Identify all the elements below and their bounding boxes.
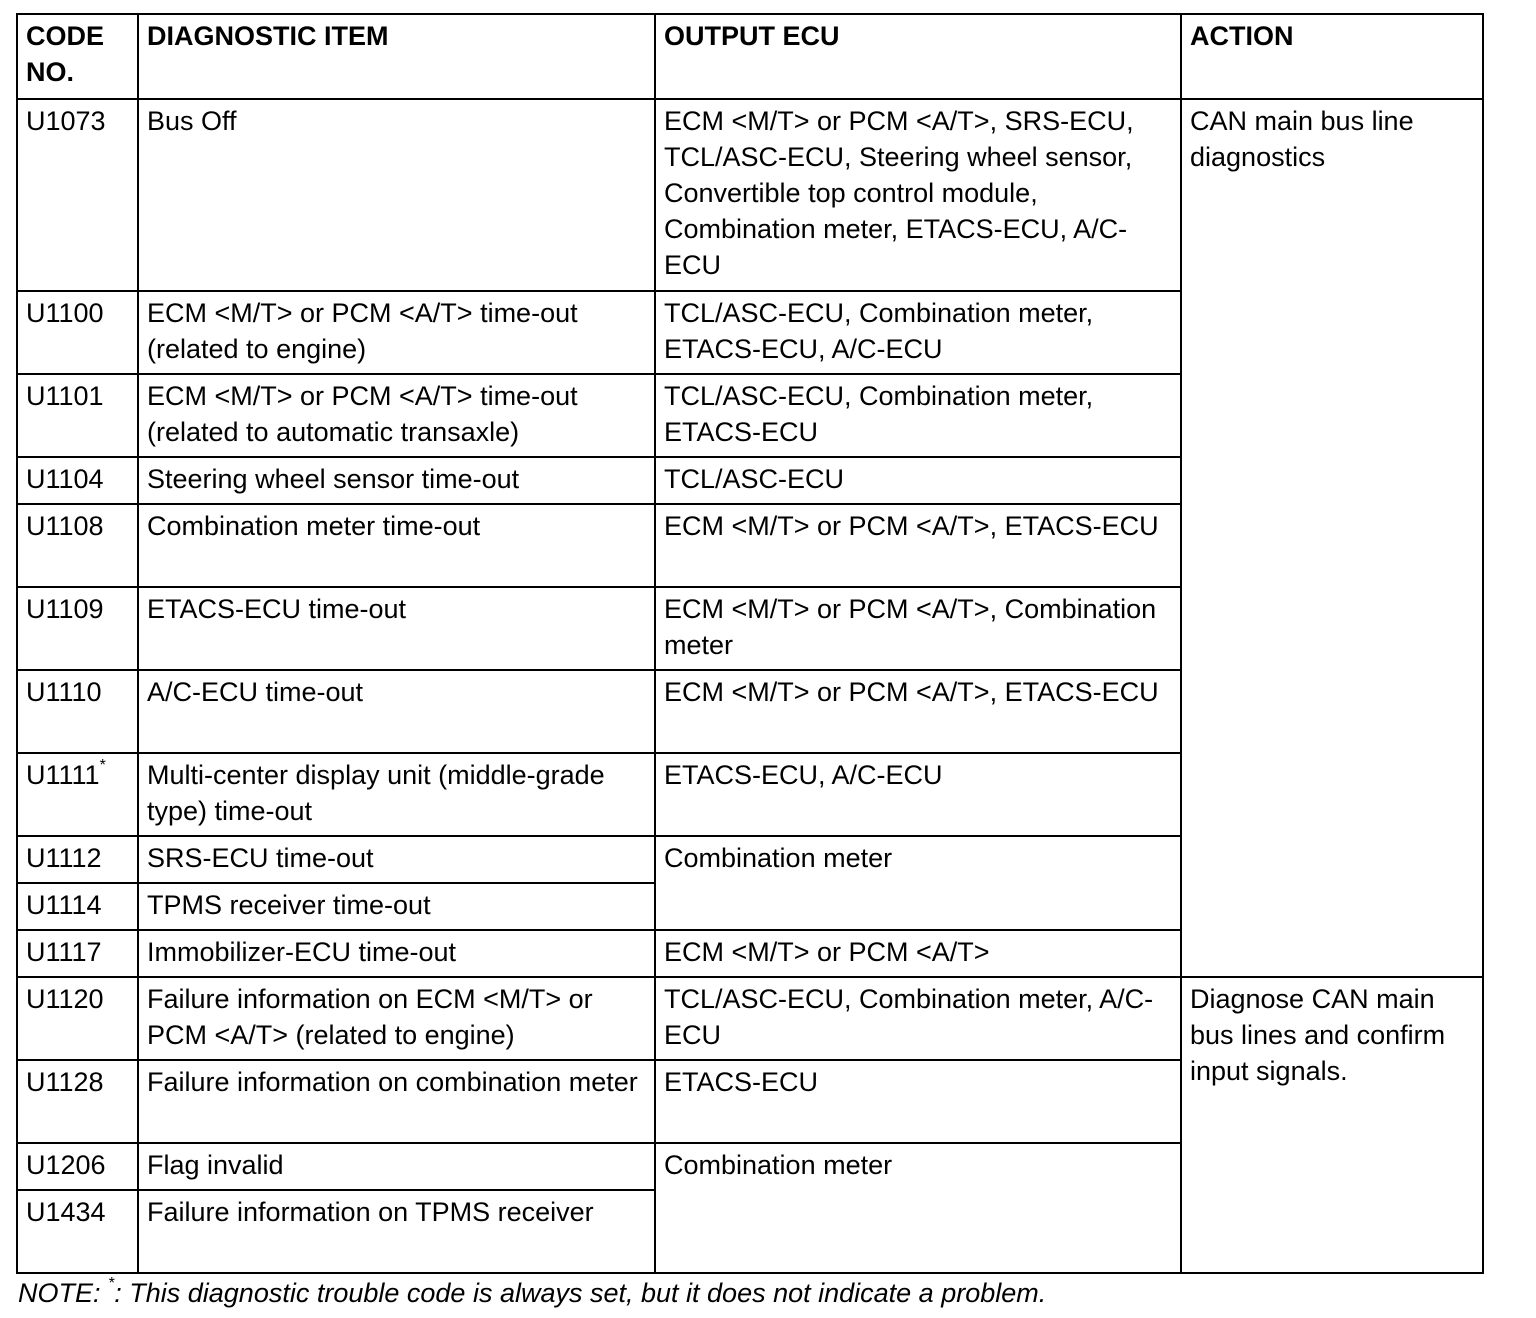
ecu-cell: ETACS-ECU [655, 1060, 1181, 1143]
code-cell [17, 753, 138, 836]
footnote [18, 1276, 1046, 1310]
ecu-cell: TCL/ASC-ECU, Combination meter, ETACS-ECU, A/C-ECU [655, 291, 1181, 374]
code-cell: U1101 [17, 374, 138, 457]
item-cell: Bus Off [138, 99, 655, 291]
header-action: ACTION [1181, 14, 1483, 99]
code-cell: U1206 [17, 1143, 138, 1190]
ecu-cell: TCL/ASC-ECU, Combination meter, ETACS-ECU [655, 374, 1181, 457]
code-cell: U1120 [17, 977, 138, 1060]
ecu-cell: Combination meter [655, 1143, 1181, 1273]
item-cell: Immobilizer-ECU time-out [138, 930, 655, 977]
item-cell: A/C-ECU time-out [138, 670, 655, 753]
code-cell: U1109 [17, 587, 138, 670]
item-cell: Multi-center display unit (middle-grade type) time-out [138, 753, 655, 836]
ecu-cell: ECM <M/T> or PCM <A/T>, SRS-ECU, TCL/ASC-ECU, Steering wheel sensor, Convertible top control module, Combination meter, ETACS-ECU, A/C-ECU [655, 99, 1181, 291]
code-cell: U1108 [17, 504, 138, 587]
ecu-cell: ECM <M/T> or PCM <A/T>, ETACS-ECU [655, 670, 1181, 753]
item-cell: Steering wheel sensor time-out [138, 457, 655, 504]
ecu-cell: ECM <M/T> or PCM <A/T>, ETACS-ECU [655, 504, 1181, 587]
code-cell: U1100 [17, 291, 138, 374]
item-cell: ETACS-ECU time-out [138, 587, 655, 670]
note-text: : This diagnostic trouble code is always set, but it does not indicate a problem. [114, 1278, 1047, 1308]
table-row [17, 977, 1483, 1060]
footnote-marker: * [108, 1275, 115, 1292]
action-cell: Diagnose CAN main bus lines and confirm input signals. [1181, 977, 1483, 1273]
header-output-ecu: OUTPUT ECU [655, 14, 1181, 99]
ecu-cell: ECM <M/T> or PCM <A/T>, Combination meter [655, 587, 1181, 670]
code-cell: U1104 [17, 457, 138, 504]
code-cell: U1128 [17, 1060, 138, 1143]
note-prefix: NOTE: [18, 1278, 109, 1308]
code-cell: U1112 [17, 836, 138, 883]
code-cell: U1434 [17, 1190, 138, 1273]
item-cell: ECM <M/T> or PCM <A/T> time-out (related to engine) [138, 291, 655, 374]
ecu-cell: ETACS-ECU, A/C-ECU [655, 753, 1181, 836]
ecu-cell: TCL/ASC-ECU, Combination meter, A/C-ECU [655, 977, 1181, 1060]
code-cell: U1117 [17, 930, 138, 977]
ecu-cell: Combination meter [655, 836, 1181, 930]
item-cell: Failure information on ECM <M/T> or PCM <A/T> (related to engine) [138, 977, 655, 1060]
ecu-cell: TCL/ASC-ECU [655, 457, 1181, 504]
ecu-cell: ECM <M/T> or PCM <A/T> [655, 930, 1181, 977]
item-cell: SRS-ECU time-out [138, 836, 655, 883]
table-header-row [17, 14, 1483, 99]
item-cell: TPMS receiver time-out [138, 883, 655, 930]
item-cell: Flag invalid [138, 1143, 655, 1190]
diagnostic-code-table [16, 13, 1484, 1274]
item-cell: Failure information on combination meter [138, 1060, 655, 1143]
code-text: U1111 [26, 760, 100, 790]
header-diagnostic-item: DIAGNOSTIC ITEM [138, 14, 655, 99]
code-cell: U1073 [17, 99, 138, 291]
action-cell: CAN main bus line diagnostics [1181, 99, 1483, 977]
footnote-marker: * [99, 757, 106, 774]
code-cell: U1110 [17, 670, 138, 753]
code-cell: U1114 [17, 883, 138, 930]
item-cell: Combination meter time-out [138, 504, 655, 587]
table-row [17, 99, 1483, 291]
header-code: CODE NO. [17, 14, 138, 99]
item-cell: ECM <M/T> or PCM <A/T> time-out (related to automatic transaxle) [138, 374, 655, 457]
item-cell: Failure information on TPMS receiver [138, 1190, 655, 1273]
